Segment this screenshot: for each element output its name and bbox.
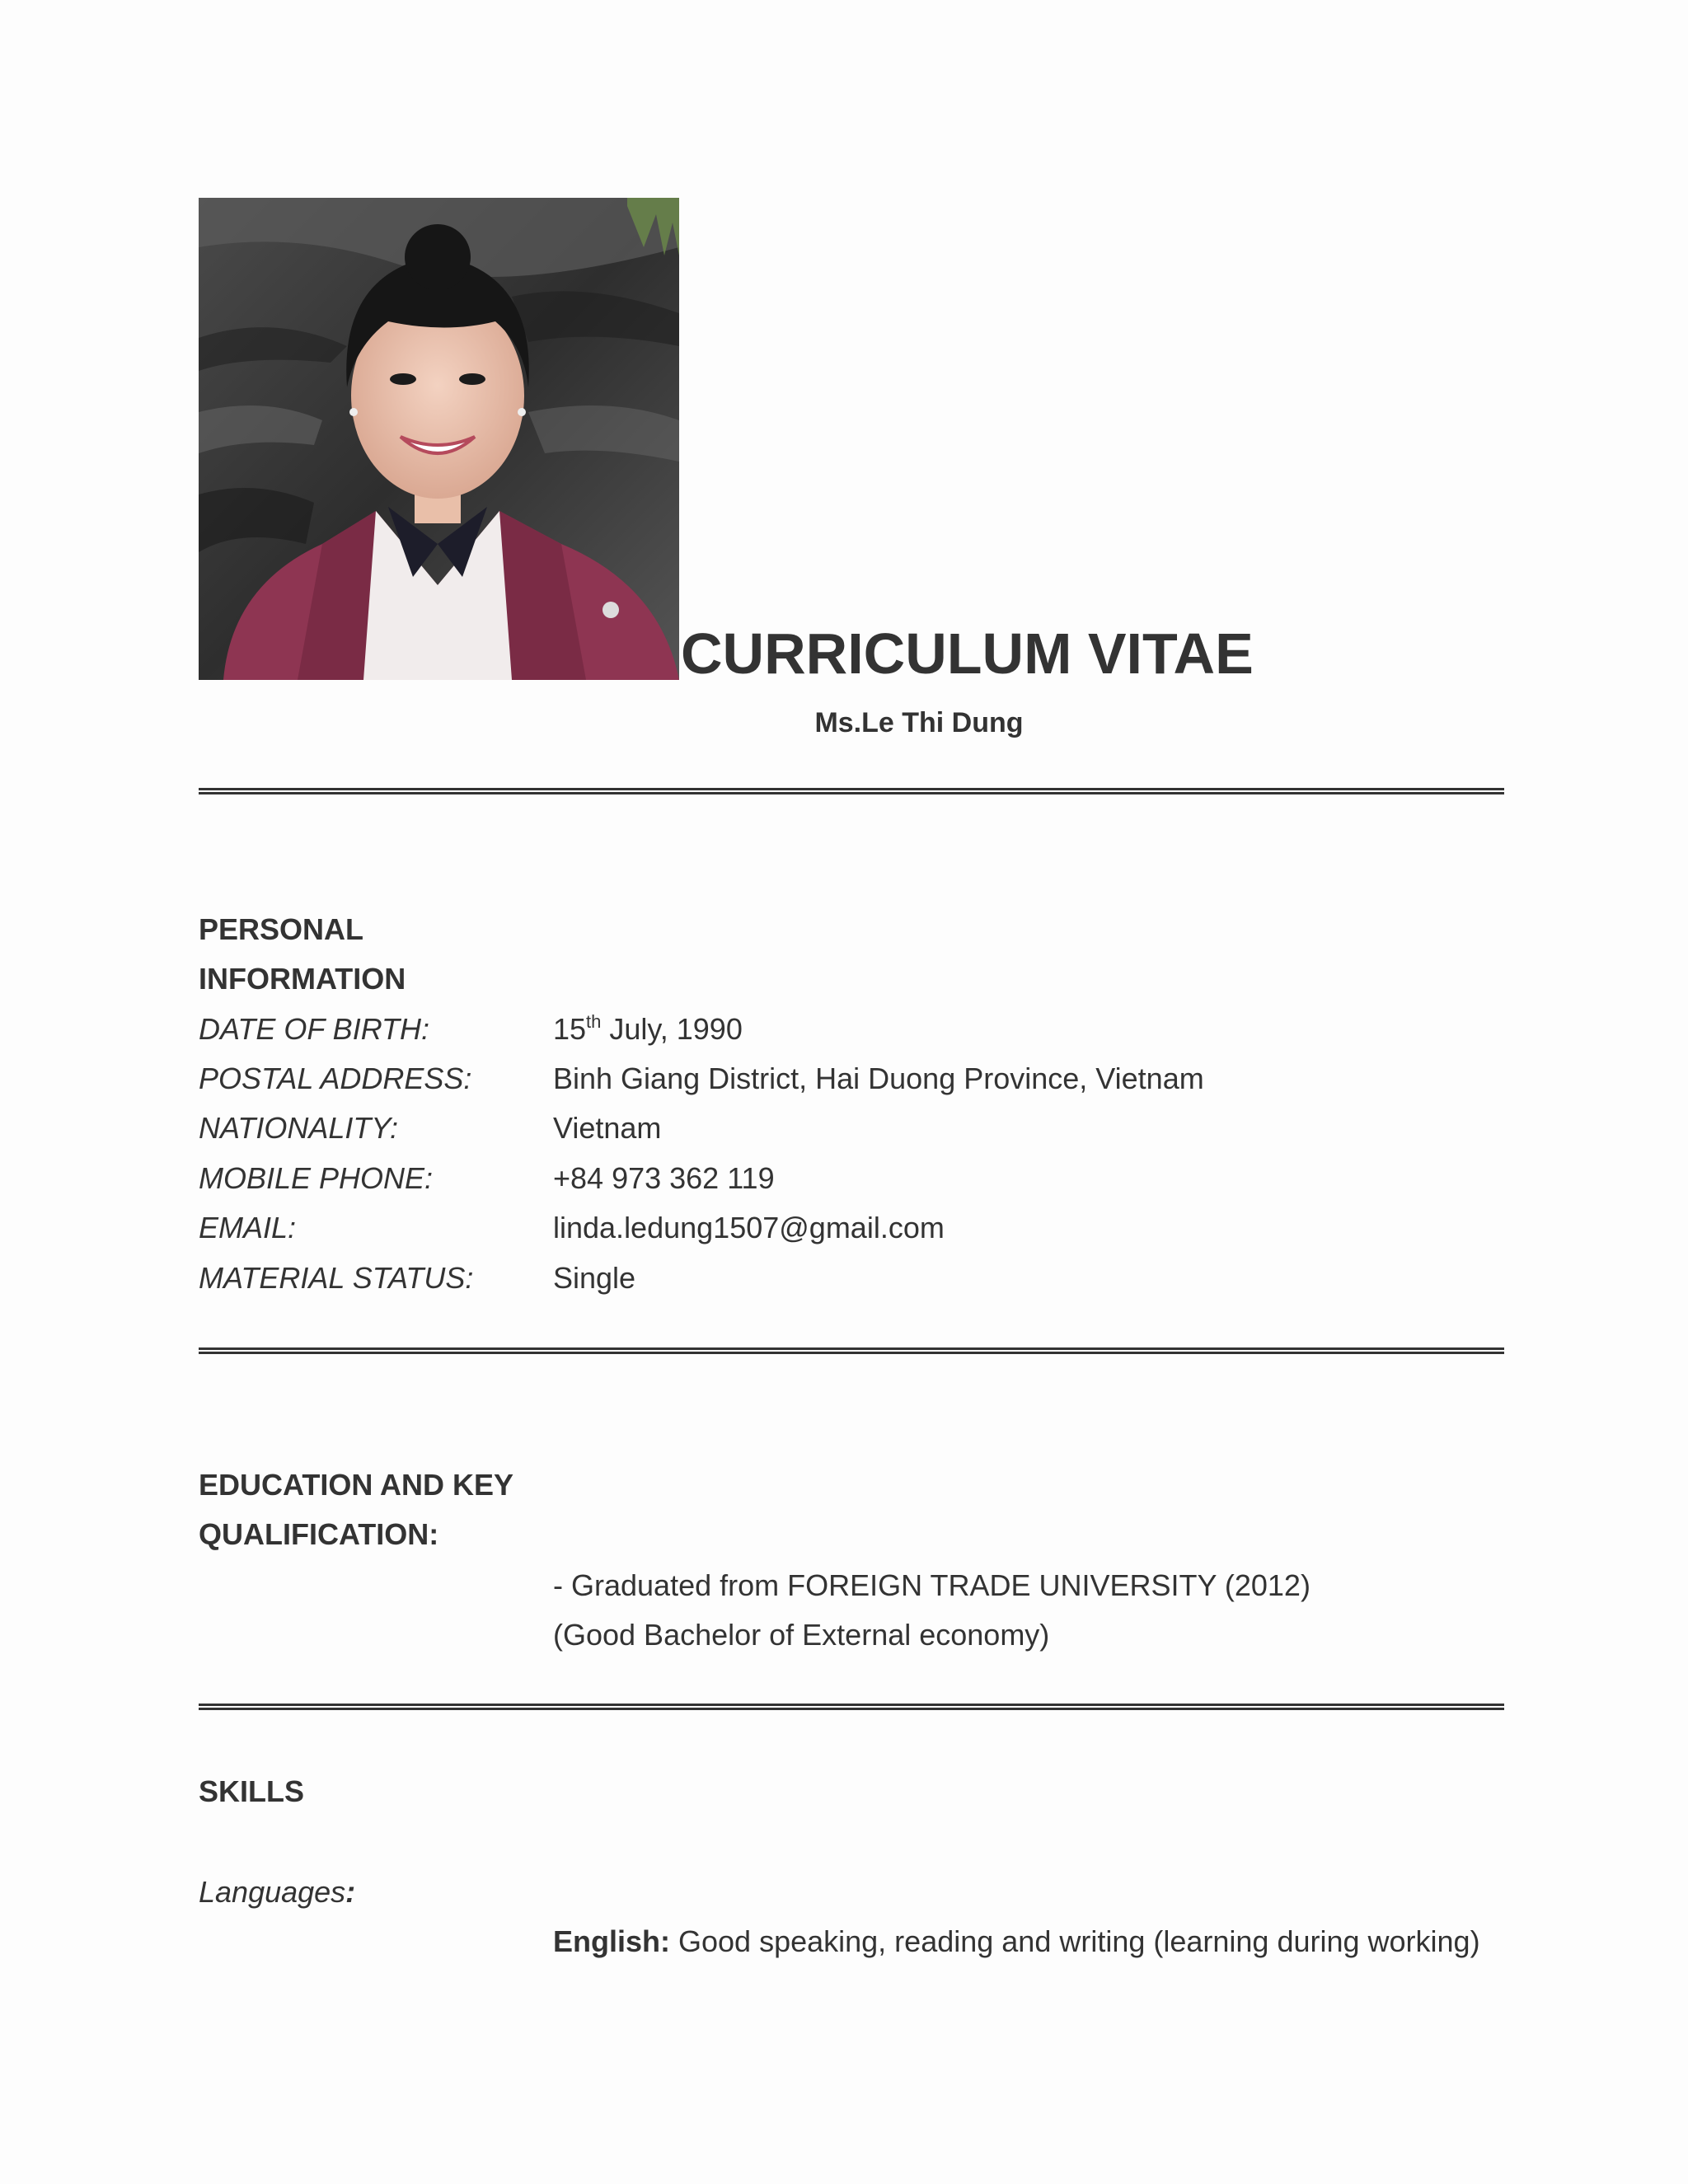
info-value: [553, 1005, 743, 1054]
dob-day: 15: [553, 1012, 587, 1046]
info-value: +84 973 362 119: [553, 1161, 775, 1195]
info-label: NATIONALITY:: [199, 1111, 399, 1145]
english-skill-line: [553, 1917, 1480, 1966]
divider-rule: [199, 788, 1504, 794]
divider-rule: [199, 1347, 1504, 1354]
dob-day-suffix: th: [586, 1011, 602, 1032]
info-label: MATERIAL STATUS:: [199, 1261, 474, 1295]
divider-rule: [199, 1704, 1504, 1710]
personal-info-heading: [199, 905, 406, 1004]
languages-label: Languages: [199, 1875, 346, 1909]
info-label: DATE OF BIRTH:: [199, 1012, 430, 1046]
info-label: POSTAL ADDRESS:: [199, 1062, 472, 1095]
document-title: CURRICULUM VITAE: [681, 621, 1254, 686]
education-line: (Good Bachelor of External economy): [553, 1618, 1050, 1652]
personal-info-heading-line1: PERSONAL: [199, 912, 364, 946]
profile-photo: [199, 198, 679, 680]
education-heading: [199, 1460, 513, 1559]
personal-info-heading-line2: INFORMATION: [199, 962, 406, 996]
dob-month-year: July, 1990: [601, 1012, 743, 1046]
languages-colon: :: [345, 1875, 356, 1909]
info-value: Binh Giang District, Hai Duong Province, Vietnam: [553, 1062, 1204, 1095]
candidate-name: Ms.Le Thi Dung: [814, 707, 1024, 738]
languages-subheading: [199, 1868, 355, 1917]
english-label: English:: [553, 1924, 670, 1958]
english-description: Good speaking, reading and writing (learning during working): [670, 1924, 1480, 1958]
education-line: - Graduated from FOREIGN TRADE UNIVERSITY (2012): [553, 1568, 1311, 1602]
education-heading-line1: EDUCATION AND KEY: [199, 1468, 514, 1502]
info-value: Vietnam: [553, 1111, 662, 1145]
info-value: Single: [553, 1261, 636, 1295]
info-label: MOBILE PHONE:: [199, 1161, 434, 1195]
info-label: EMAIL:: [199, 1211, 297, 1244]
skills-heading: SKILLS: [199, 1774, 305, 1808]
education-heading-line2: QUALIFICATION:: [199, 1517, 439, 1551]
info-value: linda.ledung1507@gmail.com: [553, 1211, 945, 1244]
